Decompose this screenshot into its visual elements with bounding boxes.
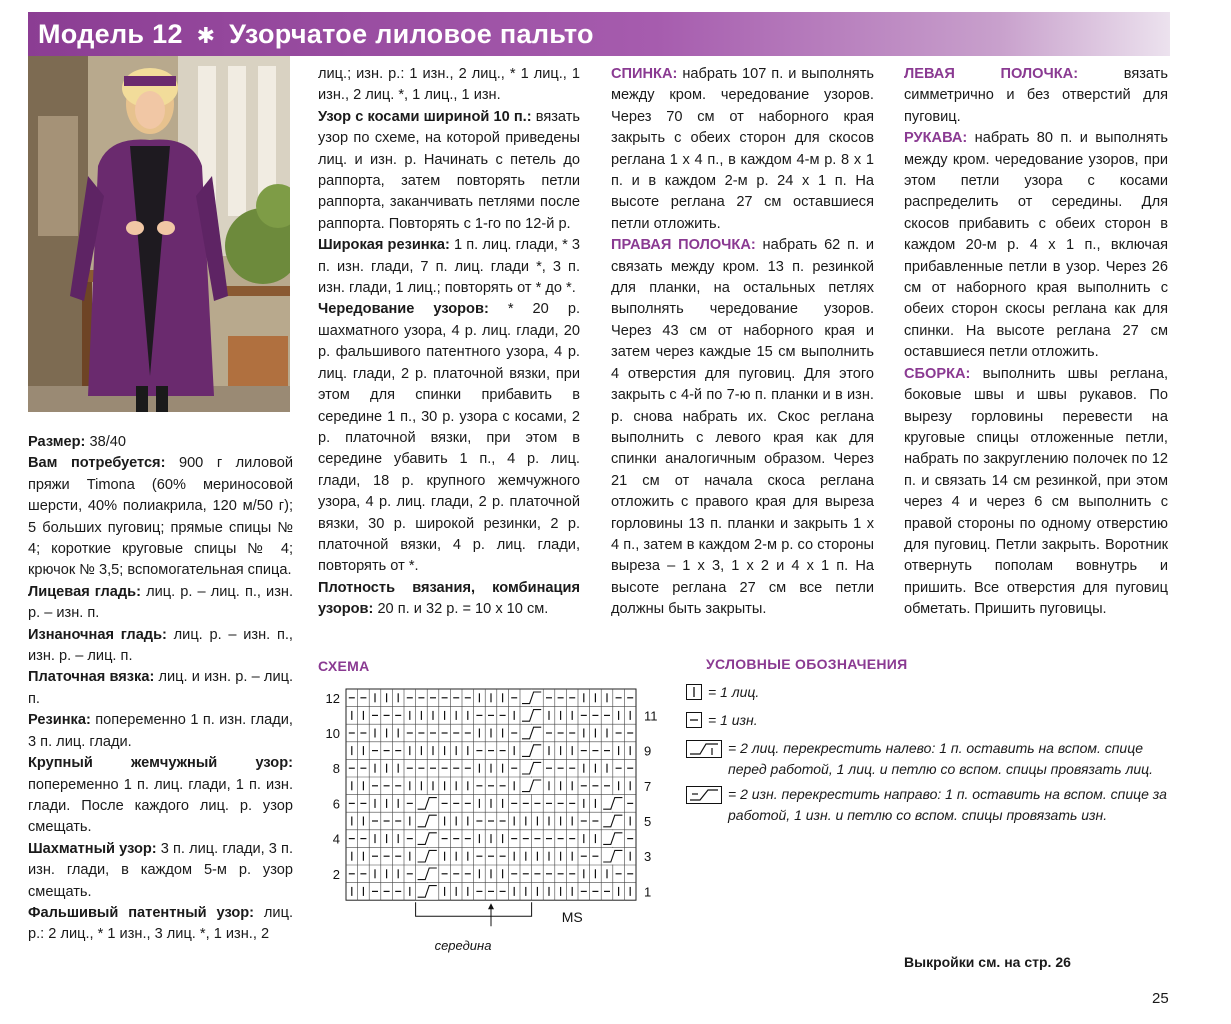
- row-label: 9: [644, 743, 652, 759]
- row-label: 1: [644, 884, 652, 900]
- model-title: Узорчатое лиловое пальто: [229, 19, 594, 49]
- legend-item: [686, 710, 1176, 734]
- row-label: 10: [325, 726, 340, 741]
- row-label: 4: [332, 831, 340, 847]
- paragraph-text: набрать 62 п. и связать между кром. 13 п. резинкой для планки, на остальных петлях выполнять чередование узоров. Через 43 см от наборного края и затем через каждые 15 см выполнить 4 отверстия для пуговиц. Для этого закрыть с 4-й по 7-ю п. планки и в изн. р. снова набрать их. Скос реглана выполнить с левого края как для спинки аналогичным образом. Через 21 см от начала скоса реглана отложить с правого края для выреза горловины 13 п. планки и закрыть 1 х 4 п., затем в каждом 2-м р. со стороны выреза – 1 х 3, 1 х 2 и 4 х 1 п. На высоте реглана 27 см все петли должны быть закрыты.: [611, 237, 874, 618]
- paragraph-text: набрать 80 п. и выполнять между кром. чередование узоров, при этом петли узора с косами распределить от середины. Для скосов прибавить с обеих сторон в каждом 20-м р. 4 х 1 п., включая прибавленные петли в узор. Через 26 см от наборного края выполнить с обеих сторон скосы реглана как для спинки. На высоте реглана 27 см оставшиеся петли отложить.: [904, 130, 1168, 361]
- star-icon: ✱: [196, 23, 216, 48]
- legend-item: [686, 738, 1176, 780]
- knit-symbol-icon: [686, 684, 702, 706]
- column-2: [318, 64, 580, 621]
- paragraph: [318, 107, 580, 235]
- row-label: 3: [644, 849, 652, 865]
- paragraph-text: вязать узор по схеме, на которой приведены лиц. и изн. р. Начинать с петель до раппорта, затем повторять петли раппорта, заканчивать петлями после раппорта. Повторять с 1-го по 12-й р.: [318, 108, 580, 232]
- row-label: 7: [644, 778, 652, 794]
- paragraph: [28, 453, 293, 581]
- paragraph-heading: ЛЕВАЯ ПОЛОЧКА:: [904, 66, 1079, 82]
- legend-text: = 2 лиц. перекрестить налево: 1 п. оставить на вспом. спице перед работой, 1 лиц. и петлю со вспом. спицы провязать лиц.: [728, 740, 1154, 777]
- paragraph: [28, 710, 293, 753]
- paragraph-text: вязать симметрично и без отверстий для пуговиц.: [904, 66, 1168, 125]
- cable-right-symbol-icon: [686, 786, 722, 826]
- paragraph-heading: СПИНКА:: [611, 66, 678, 82]
- paragraph: [318, 578, 580, 621]
- paragraph: [28, 667, 293, 710]
- paragraph: [904, 64, 1168, 128]
- paragraph-text: попеременно 1 п. изн. глади, 3 п. лиц. глади.: [28, 712, 293, 750]
- page-title: [28, 12, 1170, 56]
- paragraph-text: 1 п. лиц. глади, * 3 п. изн. глади, 7 п. лиц. глади *, 3 п. изн. глади, 1 лиц.; повторять от * до *.: [318, 237, 580, 297]
- paragraph-text: лиц. р. – лиц. п., изн. р. – изн. п.: [28, 583, 294, 622]
- legend-item: [686, 682, 1176, 706]
- column-4: [904, 64, 1168, 621]
- model-photo: [28, 56, 290, 412]
- paragraph-text: лиц. р.: 2 лиц., * 1 изн., 3 лиц. *, 1 изн., 2: [28, 904, 293, 943]
- row-label: 2: [332, 866, 340, 882]
- legend-text: = 1 изн.: [708, 712, 758, 728]
- paragraph: [611, 235, 874, 620]
- purl-symbol-icon: [686, 712, 702, 734]
- paragraph: [904, 128, 1168, 363]
- paragraph-heading: Вам потребуется:: [28, 455, 166, 472]
- paragraph: [904, 364, 1168, 621]
- paragraph-heading: Шахматный узор:: [28, 840, 157, 857]
- paragraph-text: лиц. р. – изн. п., изн. р. – лиц. п.: [28, 626, 293, 665]
- paragraph-text: лиц. и изн. р. – лиц. п.: [28, 669, 294, 707]
- paragraph-text: 900 г лиловой пряжи Timona (60% мериносовой шерсти, 40% полиакрила, 120 м/50 г); 5 больших пуговиц; прямые спицы № 4; короткие круговые спицы № 4; крючок № 3,5; вспомогательная спица.: [28, 455, 293, 579]
- paragraph: [318, 235, 580, 299]
- paragraph-heading: Фальшивый патентный узор:: [28, 904, 255, 921]
- repeat-bracket: [416, 902, 532, 916]
- scheme-title: СХЕМА: [318, 658, 370, 674]
- model-number: Модель 12: [38, 19, 183, 49]
- paragraph-heading: Платочная вязка:: [28, 669, 155, 686]
- paragraph-text: 3 п. лиц. глади, 3 п. изн. глади, в каждом 5-м р. узор смещать.: [28, 840, 293, 900]
- legend-text: = 1 лиц.: [708, 684, 760, 700]
- paragraph: [611, 64, 874, 235]
- cable-left-symbol-icon: [686, 740, 722, 780]
- paragraph: [28, 839, 293, 903]
- paragraph-heading: Плотность вязания, комбинация узоров:: [318, 579, 580, 618]
- paragraph-text: набрать 107 п. и выполнять между кром. чередование узоров. Через 70 см от наборного края закрыть с обеих сторон для скосов реглана 1 х 4 п., в каждом 4-м р. 8 х 1 п. и в каждом 2-м р. 24 х 1 п. На высоте реглана 27 см оставшиеся петли отложить.: [611, 66, 874, 232]
- footer-note: Выкройки см. на стр. 26: [904, 954, 1071, 970]
- paragraph-heading: Лицевая гладь:: [28, 583, 142, 600]
- column-1: [28, 432, 293, 946]
- column-3: [611, 64, 874, 621]
- legend-text: = 2 изн. перекрестить направо: 1 п. оставить на вспом. спице за работой, 1 изн. и петлю со вспом. спицы провязать изн.: [728, 786, 1167, 823]
- legend-item: [686, 784, 1176, 826]
- center-arrowhead: [488, 903, 494, 909]
- paragraph-heading: ПРАВАЯ ПОЛОЧКА:: [611, 237, 756, 254]
- row-label: 6: [332, 796, 340, 812]
- paragraph: [318, 299, 580, 577]
- paragraph: [28, 753, 293, 839]
- paragraph-text: * 20 р. шахматного узора, 4 р. лиц. глади, 20 р. фальшивого патентного узора, 4 р. лиц. глади, 2 р. платочной вязки, при этом для спинки прибавить в середине 1 п., 30 р. узора с косами, 2 р. платочной вязки, при этом в середине убавить 1 п., 4 р. лиц. глади, 18 р. крупного жемчужного узора, 4 р. лиц. глади, 2 р. платочной вязки, 30 р. широкой резинки, 2 р. платочной вязки, 4 р. лиц. глади, повторять от *.: [318, 301, 581, 575]
- paragraph: [28, 582, 293, 625]
- paragraph-heading: Чередование узоров:: [318, 301, 489, 318]
- paragraph-heading: Узор с косами шириной 10 п.:: [318, 108, 532, 125]
- paragraph-heading: РУКАВА:: [904, 130, 968, 147]
- row-label: 12: [325, 690, 340, 706]
- paragraph-heading: Крупный жемчужный узор:: [28, 755, 293, 772]
- paragraph-text: 20 п. и 32 р. = 10 х 10 см.: [373, 601, 549, 618]
- paragraph-text: 38/40: [85, 434, 126, 450]
- paragraph-heading: Размер:: [28, 434, 86, 450]
- paragraph-heading: Резинка:: [28, 712, 91, 729]
- paragraph-text: попеременно 1 п. лиц. глади, 1 п. изн. глади. После каждого лиц. р. узор смещать.: [28, 776, 293, 836]
- paragraph-text: лиц.; изн. р.: 1 изн., 2 лиц., * 1 лиц., 1 изн., 2 лиц. *, 1 лиц., 1 изн.: [318, 66, 580, 104]
- paragraph-text: выполнить швы реглана, боковые швы и швы рукавов. По вырезу горловины перевести на круговые спицы отложенные петли, набрать по закруглению полочек по 12 п. и связать 14 см резинкой, при этом через 4 и через 6 см выполнить с правой стороны по одному отверстию для пуговиц. Петли закрыть. Воротник отвернуть пополам вовнутрь и пришить. Все отверстия для пуговиц обметать. Пришить пуговицы.: [904, 365, 1168, 618]
- paragraph: [28, 432, 293, 453]
- row-label: 8: [332, 761, 340, 777]
- paragraph: [318, 64, 580, 107]
- knitting-chart: [316, 680, 676, 960]
- row-label: 11: [644, 708, 658, 724]
- legend-title: УСЛОВНЫЕ ОБОЗНАЧЕНИЯ: [706, 656, 908, 672]
- row-label: 5: [644, 814, 652, 829]
- paragraph-heading: Широкая резинка:: [318, 237, 450, 254]
- center-label: середина: [434, 938, 492, 954]
- paragraph: [28, 625, 293, 668]
- paragraph-heading: СБОРКА:: [904, 365, 971, 382]
- paragraph-heading: Изнаночная гладь:: [28, 626, 167, 643]
- legend: [686, 682, 1176, 830]
- paragraph: [28, 903, 293, 946]
- page-number: 25: [1152, 990, 1169, 1007]
- ms-label: MS: [561, 909, 583, 926]
